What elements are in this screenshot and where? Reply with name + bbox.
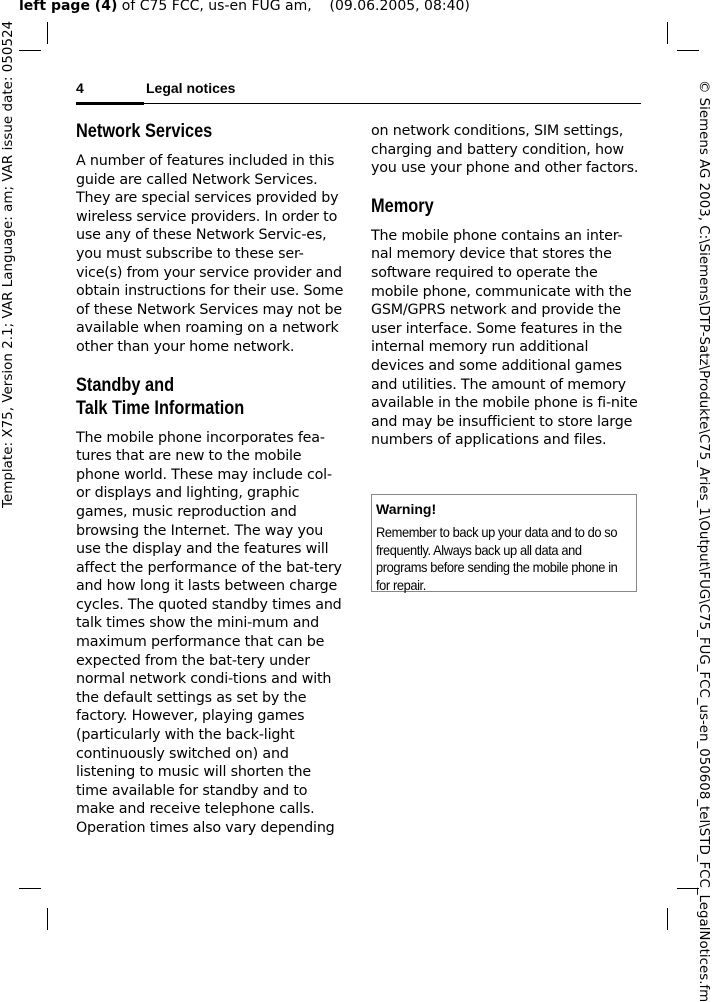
template-info-text: Template: X75, Version 2.1; VAR Language: am; VAR issue date: 050524 bbox=[1, 20, 16, 508]
crop-mark bbox=[47, 908, 48, 930]
section-title: Legal notices bbox=[146, 80, 236, 96]
crop-mark bbox=[677, 50, 699, 51]
left-column bbox=[76, 120, 344, 838]
network-services-heading: Network Services bbox=[76, 121, 213, 142]
page-number: 4 bbox=[76, 80, 84, 96]
template-info-vertical bbox=[0, 20, 18, 510]
network-services-text: A number of features included in this guide are called Network Services. They are special services provided by wireless service providers. In order to use any of these Network Servic-es, you must subscribe to these ser-vice(s) from your service provider and obtain instructions for their use. Some of these Network Services may not be available when roaming on a network other than your home network. bbox=[76, 153, 344, 355]
standby-text-continued: on network conditions, SIM settings, charging and battery condition, how you use your phone and other factors. bbox=[371, 123, 639, 177]
warning-title: Warning! bbox=[376, 501, 437, 517]
print-info-details: of C75 FCC, us-en FUG am, (09.06.2005, 08:40) bbox=[117, 0, 470, 14]
standby-heading-line2: Talk Time Information bbox=[76, 397, 245, 419]
copyright-path-text: © Siemens AG 2003, C:\Siemens\DTP-Satz\Produkte\C75_Aries_1\Output\FUG\C75_FUG_FCC_us-en_050608_tel\STD_FCC_LegalNotices.fm bbox=[696, 80, 711, 1002]
standby-heading-line1: Standby and bbox=[76, 374, 175, 396]
header-rule bbox=[144, 103, 641, 104]
header-rule-thick bbox=[76, 102, 144, 105]
standby-text: The mobile phone incorporates fea-tures that are new to the mobile phone world. These may include col-or displays and lighting, graphic games, music reproduction and browsing the Internet. The way you use the display and the features will affect the performance of the bat-tery and how long it lasts between charge cycles. The quoted standby times and talk times show the mini-mum and maximum performance that can be expected from the bat-tery under normal network condi-tions and with the default settings as set by the factory. However, playing games (particularly with the back-light continuously switched on) and listening to music will shorten the time available for standby and to make and receive telephone calls. Operation times also vary depending bbox=[76, 429, 342, 836]
warning-text: Remember to back up your data and to do so frequently. Always back up all data and programs before sending the mobile phone in for repair. bbox=[376, 524, 618, 593]
right-column bbox=[371, 122, 639, 450]
crop-mark bbox=[667, 22, 668, 44]
warning-box bbox=[371, 494, 637, 592]
copyright-path-vertical bbox=[694, 80, 712, 1002]
print-info-page: left page (4) bbox=[19, 0, 118, 14]
memory-text: The mobile phone contains an inter-nal memory device that stores the software required to operate the mobile phone, communicate with the GSM/GPRS network and provide the user interface. Some features in the internal memory run additional devices and some additional games and utilities. The amount of memory available in the mobile phone is fi-nite and may be insufficient to store large numbers of applications and files. bbox=[371, 227, 638, 449]
memory-heading: Memory bbox=[371, 195, 434, 217]
crop-mark bbox=[19, 888, 41, 889]
crop-mark bbox=[667, 908, 668, 930]
crop-mark bbox=[47, 22, 48, 44]
crop-mark bbox=[19, 50, 41, 51]
print-info-line bbox=[19, 0, 470, 14]
